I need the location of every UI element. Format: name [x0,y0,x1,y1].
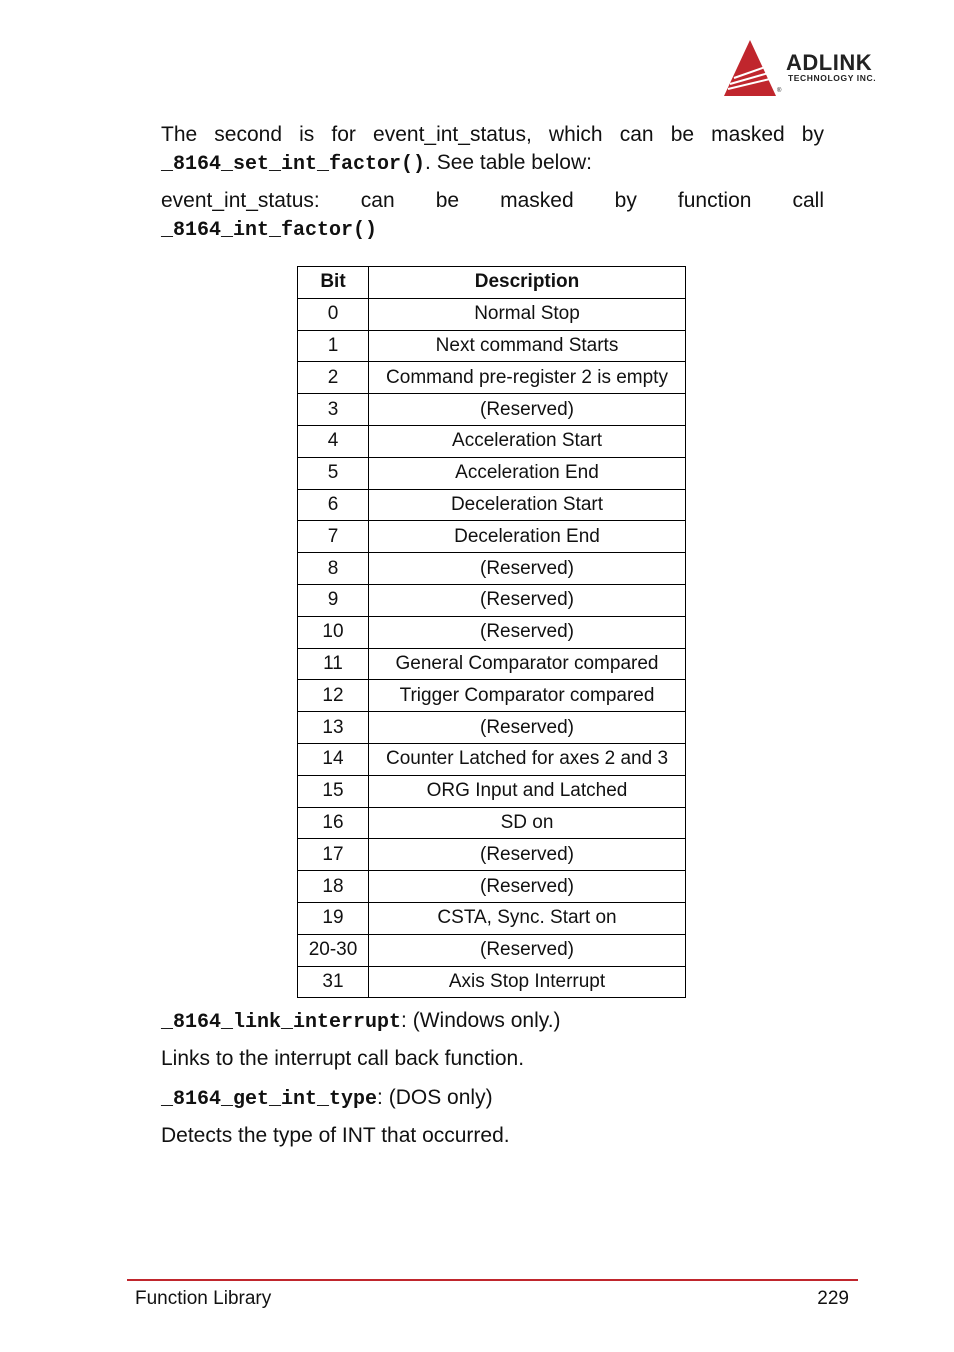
link-interrupt-note: : (Windows only.) [401,1009,561,1032]
bit-cell: 4 [298,425,369,457]
bit-cell: 18 [298,871,369,903]
description-cell: ORG Input and Latched [369,775,686,807]
bit-cell: 9 [298,584,369,616]
bit-cell: 1 [298,330,369,362]
table-row [298,330,686,362]
bit-cell: 19 [298,902,369,934]
event-int-status-table [297,266,686,998]
adlink-logo [722,38,912,100]
intro-paragraph [161,121,824,179]
header-description: Description [369,267,686,299]
bit-cell: 12 [298,680,369,712]
header-bit: Bit [298,267,369,299]
table-row [298,871,686,903]
table-row [298,712,686,744]
bit-cell: 8 [298,553,369,585]
description-cell: (Reserved) [369,553,686,585]
table-row [298,457,686,489]
description-cell: (Reserved) [369,934,686,966]
description-cell: Acceleration End [369,457,686,489]
description-cell: Acceleration Start [369,425,686,457]
description-cell: (Reserved) [369,616,686,648]
description-cell: Counter Latched for axes 2 and 3 [369,743,686,775]
description-cell: Trigger Comparator compared [369,680,686,712]
bit-cell: 0 [298,298,369,330]
description-cell: (Reserved) [369,871,686,903]
logo-wordmark: ADLINK [786,50,873,75]
bit-cell: 16 [298,807,369,839]
bit-cell: 5 [298,457,369,489]
table-header-row [298,267,686,299]
table-row [298,775,686,807]
bit-cell: 6 [298,489,369,521]
description-cell: (Reserved) [369,839,686,871]
intro-text-after: . See table below: [425,151,592,174]
footer-rule [127,1279,858,1281]
table-row [298,966,686,998]
table-row [298,521,686,553]
table-row [298,934,686,966]
table-row [298,839,686,871]
bit-cell: 20-30 [298,934,369,966]
description-cell: CSTA, Sync. Start on [369,902,686,934]
int-factor-function: _8164_int_factor() [161,219,378,242]
description-cell: Deceleration End [369,521,686,553]
table-row [298,489,686,521]
bit-cell: 11 [298,648,369,680]
table-row [298,616,686,648]
logo-tagline: TECHNOLOGY INC. [788,73,877,83]
description-cell: Command pre-register 2 is empty [369,362,686,394]
description-cell: General Comparator compared [369,648,686,680]
adlink-triangle-icon [722,38,784,100]
bit-cell: 15 [298,775,369,807]
table-row [298,553,686,585]
bit-cell: 3 [298,394,369,426]
bit-cell: 13 [298,712,369,744]
description-cell: Normal Stop [369,298,686,330]
logo-registered-mark: ® [777,88,782,94]
table-row [298,807,686,839]
table-row [298,680,686,712]
bit-cell: 14 [298,743,369,775]
get-int-type-function: _8164_get_int_type [161,1088,378,1111]
bit-cell: 7 [298,521,369,553]
bit-cell: 31 [298,966,369,998]
link-interrupt-description: Links to the interrupt call back function. [161,1047,525,1070]
masked-paragraph [161,187,824,245]
description-cell: (Reserved) [369,584,686,616]
link-interrupt-heading [161,1007,824,1037]
masked-text: event_int_status: can be masked by function call [161,189,824,212]
link-interrupt-function: _8164_link_interrupt [161,1011,402,1034]
table-row [298,394,686,426]
bit-cell: 10 [298,616,369,648]
description-cell: SD on [369,807,686,839]
get-int-type-description: Detects the type of INT that occurred. [161,1124,510,1147]
bit-cell: 2 [298,362,369,394]
description-cell: (Reserved) [369,712,686,744]
get-int-type-note: : (DOS only) [377,1086,493,1109]
get-int-type-heading [161,1084,824,1114]
description-cell: Deceleration Start [369,489,686,521]
footer-page-number: 229 [817,1288,849,1309]
description-cell: Axis Stop Interrupt [369,966,686,998]
bit-cell: 17 [298,839,369,871]
table-row [298,425,686,457]
table-row [298,743,686,775]
intro-text: The second is for event_int_status, which can be masked by [161,123,824,146]
table-row [298,648,686,680]
table-row [298,902,686,934]
footer-section-title: Function Library [135,1288,272,1309]
table-row [298,298,686,330]
description-cell: Next command Starts [369,330,686,362]
table-row [298,362,686,394]
description-cell: (Reserved) [369,394,686,426]
table-row [298,584,686,616]
set-int-factor-function: _8164_set_int_factor() [161,153,426,176]
